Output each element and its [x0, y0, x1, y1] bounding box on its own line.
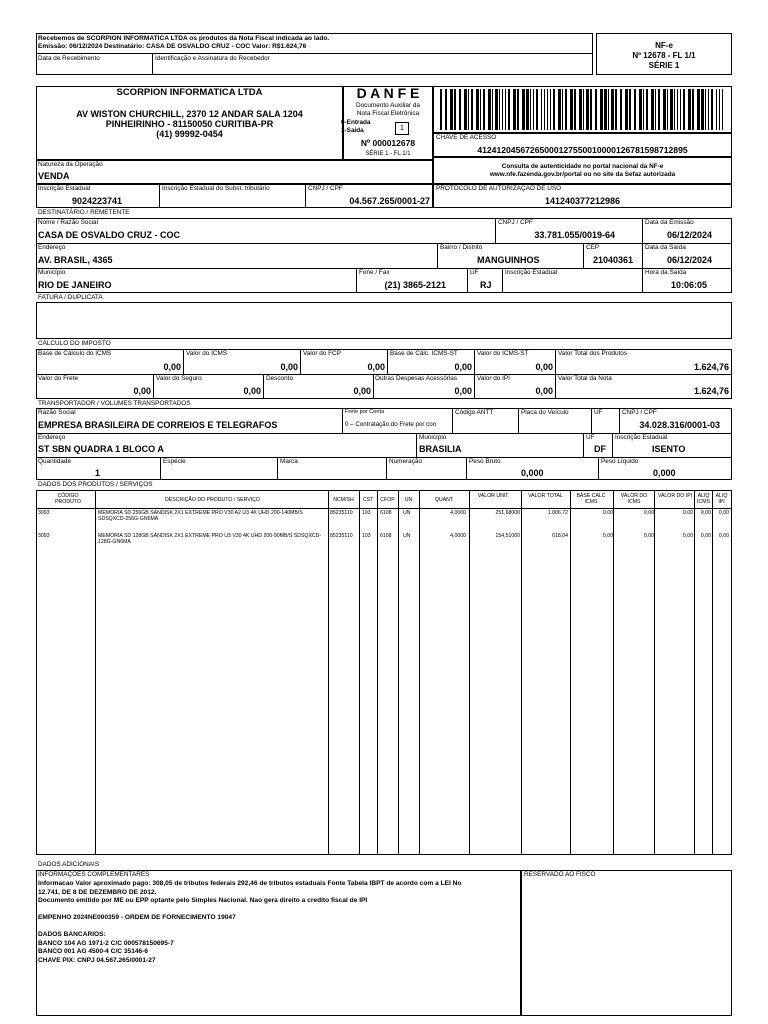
emit-cnpj-value: 04.567.265/0001-27 — [349, 196, 430, 206]
row2-cst: 103 — [362, 533, 371, 539]
barcode-bar — [541, 89, 542, 130]
table-column-divider — [398, 490, 399, 855]
barcode-bar — [574, 89, 576, 130]
transp-qtd: 1 — [95, 468, 101, 478]
protocolo-label: PROTOCOLO DE AUTORIZAÇÃO DE USO — [436, 185, 562, 192]
dest-cnpj: 33.781.055/0019-64 — [534, 230, 615, 240]
ie-value: 9024223741 — [72, 196, 123, 206]
row1-desc: MEMORIA SD 256GB SANDISK 2X1 EXTREME PRO V30 A2 U3 4K UHD 200-140MB/S SDSQXCD-256G-GN6MA — [98, 510, 303, 522]
danfe-tipo-box: 1 — [395, 122, 409, 135]
hdr-cfop: CFOP — [380, 497, 395, 503]
transp-liquido-label: Peso Líquido — [601, 458, 639, 465]
barcode-bar — [611, 89, 614, 130]
info-line: CHAVE PIX: CNPJ 04.567.265/0001-27 — [38, 956, 156, 964]
bc-st-label: Base de Cálc. ICMS-ST — [390, 350, 458, 357]
info-line: 12.741, DE 8 DE DEZEMBRO DE 2012. — [38, 888, 157, 896]
seguro-label: Valor do Seguro — [156, 375, 202, 382]
row2-vipi: 0,00 — [682, 533, 693, 539]
table-column-divider — [521, 490, 522, 855]
barcode-bar — [468, 89, 469, 130]
emitente-name: SCORPION INFORMATICA LTDA — [116, 87, 263, 98]
hdr-cst: CST — [362, 497, 374, 503]
barcode-bar — [492, 89, 493, 130]
barcode-bar — [502, 89, 503, 130]
barcode-bar — [471, 89, 473, 130]
barcode-bar — [476, 89, 479, 130]
row1-cst: 103 — [362, 510, 371, 516]
table-column-divider — [654, 490, 655, 855]
barcode-bar — [722, 89, 723, 130]
emitente-phone: (41) 99992-0454 — [156, 129, 223, 139]
barcode-bar — [711, 89, 713, 130]
transp-ie: ISENTO — [652, 444, 686, 454]
seguro: 0,00 — [243, 386, 261, 396]
barcode-bar — [670, 89, 673, 130]
barcode-bar — [583, 89, 584, 130]
row1-vicms: 0,00 — [643, 510, 654, 516]
info-line: BANCO 001 AG 4500-4 C/C 35146-6 — [38, 948, 149, 955]
ipi-label: Valor do IPI — [477, 375, 510, 382]
total-prod: 1.624,76 — [693, 362, 729, 372]
natureza-label: Natureza da Operação — [38, 161, 103, 168]
hdr-vipi: VALOR DO IPI — [657, 493, 693, 499]
danfe-serie: SÉRIE 1 - FL 1/1 — [365, 151, 411, 157]
frete-label: Valor do Frete — [38, 375, 79, 382]
barcode-bar — [480, 89, 481, 130]
desconto-label: Desconto — [266, 375, 293, 382]
consulta-line2: www.nfe.fazenda.gov.br/portal ou no site da Sefaz autorizada — [489, 171, 676, 178]
transp-frete: 0 – Contratação do Frete por con — [345, 421, 437, 428]
barcode-bar — [570, 89, 573, 130]
barcode-bar — [513, 89, 516, 130]
dest-cep: 21040361 — [593, 255, 634, 265]
total-prod-label: Valor Total dos Produtos — [558, 350, 628, 357]
fatura-section: FATURA / DUPLICATA — [38, 294, 103, 301]
info-label: INFORMAÇÕES COMPLEMENTARES — [38, 871, 150, 878]
dest-hora-label: Hora da Saída — [645, 269, 687, 276]
dest-uf-label: UF — [470, 269, 479, 276]
dest-nome: CASA DE OSVALDO CRUZ - COC — [38, 230, 181, 240]
barcode-bar — [667, 89, 668, 130]
table-column-divider — [694, 490, 695, 855]
total-nota: 1.624,76 — [693, 386, 729, 396]
barcode-bar — [505, 89, 506, 130]
transp-razao-label: Razão Social — [38, 409, 76, 416]
row2-ncm: 85235110 — [330, 533, 353, 539]
danfe-numero: Nº 000012678 — [360, 138, 416, 148]
table-column-divider — [328, 490, 329, 855]
row2-vunit: 154,51000 — [495, 533, 520, 539]
table-column-divider — [359, 490, 360, 855]
row1-bcicms: 0,00 — [602, 510, 613, 516]
danfe-sub2: Nota Fiscal Eletrônica — [356, 110, 420, 117]
table-column-divider — [95, 490, 96, 855]
barcode-bar — [658, 89, 660, 130]
barcode-bar — [608, 89, 609, 130]
barcode-bar — [639, 89, 642, 130]
dest-municipio: RIO DE JANEIRO — [38, 280, 112, 290]
transp-bruto-label: Peso Bruto — [469, 458, 501, 465]
row1-vtotal: 1.006,72 — [547, 510, 568, 516]
transp-razao: EMPRESA BRASILEIRA DE CORREIOS E TELEGRAFOS — [38, 420, 278, 430]
transp-cnpj-label: CNPJ / CPF — [622, 409, 657, 416]
barcode-bar — [625, 89, 628, 130]
row1-vunit: 251,68000 — [495, 510, 520, 516]
barcode-bar — [459, 89, 461, 130]
barcode-bar — [450, 89, 453, 130]
info-line: Documento emitido por ME ou EPP optante pelo Simples Nacional. Nao gera direito a credito fiscal de IPI — [38, 897, 368, 904]
dest-emissao: 06/12/2024 — [666, 230, 712, 240]
bc-icms-label: Base de Cálculo do ICMS — [38, 350, 112, 357]
dest-emissao-label: Data da Emissão — [645, 219, 694, 226]
barcode-bar — [701, 89, 704, 130]
transp-ie-label: Inscrição Estadual — [615, 434, 668, 441]
dest-uf: RJ — [480, 280, 492, 290]
barcode-bar — [655, 89, 656, 130]
dest-bairro: MANGUINHOS — [477, 255, 540, 265]
barcode-bar — [629, 89, 631, 130]
table-column-divider — [570, 490, 571, 855]
transp-uf2-label: UF — [586, 434, 595, 441]
barcode-bar — [530, 89, 531, 130]
barcode-bar — [651, 89, 654, 130]
barcode-bar — [677, 89, 678, 130]
natureza-value: VENDA — [38, 171, 70, 181]
danfe-entrada: 0-Entrada — [341, 119, 371, 126]
row2-vicms: 0,00 — [643, 533, 654, 539]
chave-value: 41241204567265000127550010000126781598712895 — [477, 145, 688, 155]
barcode-bar — [522, 89, 525, 130]
transp-placa-label: Placa do Veículo — [521, 409, 569, 416]
barcode-bar — [508, 89, 510, 130]
row2-cfop: 6108 — [380, 533, 392, 539]
outras: 0,00 — [454, 386, 472, 396]
hdr-vtotal: VALOR TOTAL — [528, 493, 563, 499]
row1-cfop: 6108 — [380, 510, 392, 516]
transp-marca-label: Marca — [280, 458, 298, 465]
barcode-bar — [526, 89, 529, 130]
barcode-bar — [440, 89, 442, 130]
barcode-bar — [565, 89, 567, 130]
imposto-section: CÁLCULO DO IMPOSTO — [38, 340, 111, 347]
barcode-bar — [708, 89, 709, 130]
bc-icms: 0,00 — [163, 362, 181, 372]
barcode-bar — [533, 89, 534, 130]
desconto: 0,00 — [353, 386, 371, 396]
danfe-saida: 1-Saída — [341, 127, 364, 134]
ie-label: Inscrição Estadual — [38, 185, 91, 192]
barcode-bar — [550, 89, 551, 130]
row1-un: UN — [403, 510, 411, 516]
row2-aicms: 0,00 — [700, 533, 711, 539]
barcode-bar — [536, 89, 538, 130]
barcode-bar — [688, 89, 691, 130]
hdr-codigo: CÓDIGO PRODUTO — [55, 493, 81, 505]
row1-aicms: 0,00 — [700, 510, 711, 516]
fcp: 0,00 — [367, 362, 385, 372]
icms-st: 0,00 — [535, 362, 553, 372]
dest-saida-label: Data da Saída — [645, 244, 686, 251]
barcode-bar — [517, 89, 519, 130]
table-column-divider — [469, 490, 470, 855]
hdr-ncm: NCM/SH — [333, 497, 354, 503]
hdr-aicms: ALIQ ICMS — [697, 493, 710, 505]
canhoto-line1: Recebemos de SCORPION INFORMATICA LTDA os produtos da Nota Fiscal indicada ao lado. — [38, 35, 330, 42]
adicionais-section: DADOS ADICIONAIS — [38, 861, 100, 868]
barcode-bar — [454, 89, 456, 130]
barcode-bar — [464, 89, 467, 130]
frete: 0,00 — [133, 386, 151, 396]
dest-cep-label: CEP — [586, 244, 600, 251]
row1-quant: 4,0000 — [450, 510, 466, 516]
chave-label: CHAVE DE ACESSO — [436, 134, 497, 141]
bc-st: 0,00 — [454, 362, 472, 372]
barcode-bar — [553, 89, 555, 130]
info-line: Informacao Valor aproximado pago: 308,05 de tributos federais 292,46 de tributos estaduais Fonte Tabela IBPT de acordo com a LEI No — [38, 880, 462, 887]
table-column-divider — [613, 490, 614, 855]
icms: 0,00 — [280, 362, 298, 372]
info-line: EMPENHO 2024NE000359 - ORDEM DE FORNECIMENTO 19047 — [38, 914, 236, 921]
barcode-bar — [600, 89, 603, 130]
row2-vtotal: 618,04 — [552, 533, 568, 539]
danfe-sub1: Documento Auxiliar da — [356, 102, 420, 109]
transp-mun-label: Município — [419, 434, 447, 441]
row2-un: UN — [403, 533, 411, 539]
transp-frete-label: Frete por Conta — [345, 409, 385, 415]
icms-st-label: Valor do ICMS-ST — [477, 350, 529, 357]
transp-bruto: 0,000 — [521, 468, 544, 478]
barcode-bar — [719, 89, 720, 130]
row1-vipi: 0,00 — [682, 510, 693, 516]
transp-end-label: Endereço — [38, 434, 66, 441]
transp-antt-label: Código ANTT — [455, 409, 494, 416]
barcode-bar — [692, 89, 694, 130]
barcode-bar — [586, 89, 589, 130]
icms-label: Valor do ICMS — [186, 350, 228, 357]
table-column-divider — [377, 490, 378, 855]
hdr-bcicms: BASE CALC ICMS — [576, 493, 606, 505]
barcode-bar — [595, 89, 597, 130]
fcp-label: Valor do FCP — [303, 350, 341, 357]
dest-ie-label: Inscrição Estadual — [505, 269, 558, 276]
fatura-box — [36, 302, 732, 339]
canhoto-serie: SÉRIE 1 — [648, 61, 680, 70]
barcode-bar — [705, 89, 706, 130]
transp-liquido: 0,000 — [653, 468, 676, 478]
barcode-bar — [680, 89, 681, 130]
emitente-addr1: AV WISTON CHURCHILL, 2370 12 ANDAR SALA 1204 — [76, 109, 303, 119]
barcode-bar — [483, 89, 485, 130]
barcode-bar — [646, 89, 648, 130]
transp-endereco: ST SBN QUADRA 1 BLOCO A — [38, 444, 164, 454]
dest-hora: 10:06:05 — [670, 280, 707, 290]
canhoto-date-label: Data de Recebimento — [38, 55, 100, 62]
dest-nome-label: Nome / Razão Social — [38, 219, 99, 226]
row2-desc: MEMORIA SD 128GB SANDISK 2X1 EXTREME PRO U3 V30 4K UHD 200-90MB/S SDSQXCD-128G-GN6MA — [98, 533, 322, 545]
barcode-bar — [544, 89, 545, 130]
transp-uf2: DF — [594, 444, 606, 454]
barcode-bar — [488, 89, 491, 130]
barcode-bar — [495, 89, 498, 130]
canhoto-line2: Emissão: 06/12/2024 Destinatário: CASA DE OSVALDO CRUZ - COC Valor: R$1.624,76 — [38, 43, 307, 50]
row1-aipi: 0,00 — [718, 510, 729, 516]
dest-end-label: Endereço — [38, 244, 66, 251]
row2-codigo: 3093 — [38, 533, 50, 539]
barcode-bar — [562, 89, 563, 130]
barcode-bar — [663, 89, 666, 130]
ipi: 0,00 — [535, 386, 553, 396]
row1-ncm: 85235110 — [330, 510, 353, 516]
fisco-label: RESERVADO AO FISCO — [524, 871, 596, 878]
barcode-bar — [579, 89, 582, 130]
dest-fone: (21) 3865-2121 — [384, 280, 446, 290]
barcode-bar — [604, 89, 607, 130]
info-line: BANCO 104 AG 1971-2 C/C 000578150695-7 — [38, 939, 174, 947]
dest-cnpj-label: CNPJ / CPF — [498, 219, 533, 226]
total-nota-label: Valor Total da Nota — [558, 375, 612, 382]
hdr-aipi: ALIQ IPI — [715, 493, 728, 505]
produtos-section: DADOS DOS PRODUTOS / SERVIÇOS — [38, 481, 153, 488]
barcode-bar — [643, 89, 644, 130]
danfe-title: D A N F E — [356, 85, 420, 101]
transp-cnpj: 34.028.316/0001-03 — [639, 420, 720, 430]
outras-label: Outras Despesas Acessórias — [375, 375, 458, 382]
barcode-bar — [590, 89, 592, 130]
barcode-bar — [620, 89, 622, 130]
barcode — [440, 89, 725, 130]
barcode-bar — [683, 89, 685, 130]
dest-saida: 06/12/2024 — [666, 255, 712, 265]
info-line: DADOS BANCARIOS: — [38, 931, 106, 938]
barcode-bar — [674, 89, 675, 130]
table-column-divider — [712, 490, 713, 855]
fisco-box — [521, 870, 732, 1016]
dest-mun-label: Município — [38, 269, 66, 276]
emitente-addr2: PINHEIRINHO - 81150050 CURITIBA-PR — [105, 119, 274, 129]
transp-municipio: BRASILIA — [419, 444, 462, 454]
consulta-line1: Consulta de autenticidade no portal nacional da NF-e — [501, 163, 664, 170]
barcode-bar — [558, 89, 561, 130]
barcode-bar — [697, 89, 700, 130]
barcode-bar — [716, 89, 717, 130]
transp-section: TRANSPORTADOR / VOLUMES TRANSPORTADOS — [38, 400, 191, 407]
iest-label: Inscrição Estadual do Subst. tributário — [162, 185, 270, 192]
canhoto-sign-label: Identificação e Assinatura do Recebedor — [155, 55, 270, 62]
barcode-bar — [615, 89, 617, 130]
hdr-un: UN — [404, 497, 413, 503]
hdr-vunit: VALOR UNIT. — [477, 493, 510, 499]
row2-quant: 4,0000 — [450, 533, 466, 539]
dest-bairro-label: Bairro / Distrito — [440, 244, 483, 251]
row2-aipi: 0,00 — [718, 533, 729, 539]
canhoto-numero: Nº 12678 - FL 1/1 — [632, 51, 696, 60]
transp-especie-label: Espécie — [163, 458, 186, 465]
transp-uf-label: UF — [594, 409, 603, 416]
row1-codigo: 3093 — [38, 510, 50, 516]
barcode-bar — [499, 89, 500, 130]
row2-bcicms: 0,00 — [602, 533, 613, 539]
canhoto-nfe: NF-e — [655, 41, 673, 50]
hdr-descricao: DESCRIÇÃO DO PRODUTO / SERVIÇO — [165, 497, 260, 503]
hdr-vicms: VALOR DO ICMS — [620, 493, 648, 505]
dest-endereco: AV. BRASIL, 4365 — [38, 255, 113, 265]
barcode-bar — [547, 89, 548, 130]
protocolo-value: 141240377212986 — [544, 196, 621, 206]
barcode-bar — [445, 89, 447, 130]
dest-fone-label: Fone / Fax — [359, 269, 390, 276]
transp-qtd-label: Quantidade — [38, 458, 72, 465]
hdr-quant: QUANT — [434, 497, 454, 503]
transp-numeracao-label: Numeração — [389, 458, 423, 465]
table-column-divider — [419, 490, 420, 855]
barcode-bar — [634, 89, 636, 130]
emit-cnpj-label: CNPJ / CPF — [308, 185, 343, 192]
dest-section: DESTINATÁRIO / REMETENTE — [38, 209, 130, 216]
